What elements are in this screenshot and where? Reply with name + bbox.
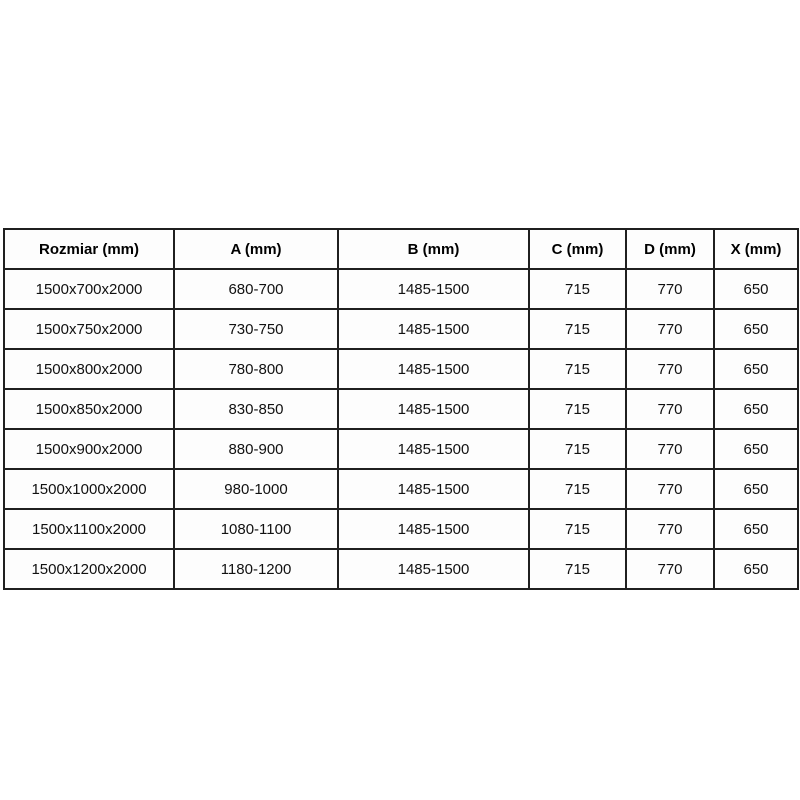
table-row — [4, 389, 798, 429]
column-header: C (mm) — [529, 229, 626, 269]
table-cell: 1500x1200x2000 — [4, 549, 174, 589]
table-cell: 650 — [714, 429, 798, 469]
table-cell: 650 — [714, 389, 798, 429]
table-cell: 650 — [714, 469, 798, 509]
table-cell: 715 — [529, 429, 626, 469]
table-cell: 715 — [529, 389, 626, 429]
table-cell: 770 — [626, 429, 714, 469]
column-header: D (mm) — [626, 229, 714, 269]
table-row — [4, 509, 798, 549]
size-dimensions-table — [3, 228, 799, 590]
table-cell: 1485-1500 — [338, 429, 529, 469]
table-cell: 715 — [529, 549, 626, 589]
table-row — [4, 549, 798, 589]
table-cell: 1485-1500 — [338, 269, 529, 309]
table-body — [4, 269, 798, 589]
table-row — [4, 469, 798, 509]
table-cell: 1500x850x2000 — [4, 389, 174, 429]
table-cell: 1485-1500 — [338, 349, 529, 389]
table-cell: 830-850 — [174, 389, 338, 429]
table-cell: 1500x1000x2000 — [4, 469, 174, 509]
table-cell: 715 — [529, 309, 626, 349]
table-cell: 680-700 — [174, 269, 338, 309]
table-cell: 770 — [626, 549, 714, 589]
table-cell: 770 — [626, 509, 714, 549]
table-cell: 880-900 — [174, 429, 338, 469]
table-cell: 770 — [626, 469, 714, 509]
table-cell: 1500x1100x2000 — [4, 509, 174, 549]
table-cell: 730-750 — [174, 309, 338, 349]
table-cell: 1080-1100 — [174, 509, 338, 549]
table-cell: 1500x750x2000 — [4, 309, 174, 349]
table-cell: 1485-1500 — [338, 469, 529, 509]
table-cell: 770 — [626, 389, 714, 429]
table-row — [4, 309, 798, 349]
table-cell: 1500x800x2000 — [4, 349, 174, 389]
header-row — [4, 229, 798, 269]
column-header: X (mm) — [714, 229, 798, 269]
table-cell: 770 — [626, 349, 714, 389]
table-cell: 770 — [626, 269, 714, 309]
table-cell: 650 — [714, 309, 798, 349]
table-cell: 650 — [714, 349, 798, 389]
table-cell: 715 — [529, 349, 626, 389]
column-header: Rozmiar (mm) — [4, 229, 174, 269]
table-row — [4, 269, 798, 309]
table-cell: 650 — [714, 509, 798, 549]
table-row — [4, 349, 798, 389]
table-header — [4, 229, 798, 269]
table-cell: 650 — [714, 269, 798, 309]
table-cell: 1485-1500 — [338, 509, 529, 549]
table-cell: 1485-1500 — [338, 389, 529, 429]
table-cell: 1485-1500 — [338, 309, 529, 349]
table-cell: 780-800 — [174, 349, 338, 389]
table-cell: 650 — [714, 549, 798, 589]
column-header: B (mm) — [338, 229, 529, 269]
table-cell: 715 — [529, 269, 626, 309]
table-cell: 715 — [529, 509, 626, 549]
column-header: A (mm) — [174, 229, 338, 269]
table-cell: 1180-1200 — [174, 549, 338, 589]
table-cell: 1500x900x2000 — [4, 429, 174, 469]
table-cell: 1485-1500 — [338, 549, 529, 589]
table-cell: 1500x700x2000 — [4, 269, 174, 309]
table-cell: 770 — [626, 309, 714, 349]
table-row — [4, 429, 798, 469]
table-cell: 715 — [529, 469, 626, 509]
table-cell: 980-1000 — [174, 469, 338, 509]
